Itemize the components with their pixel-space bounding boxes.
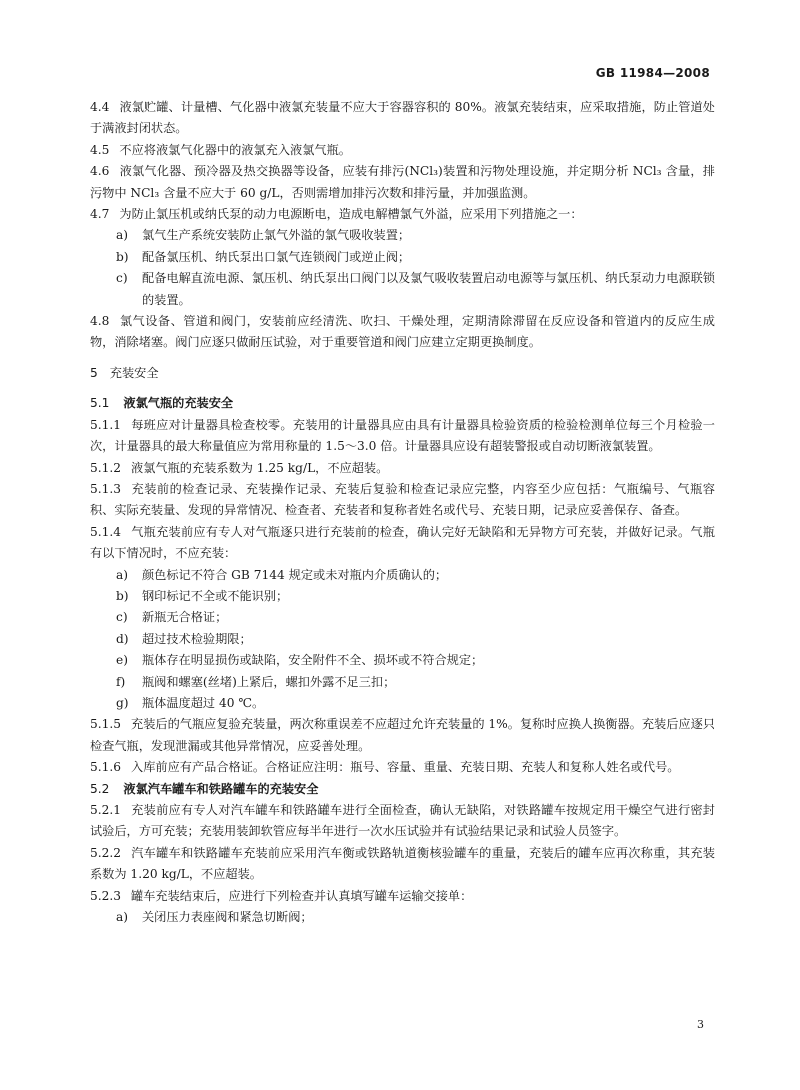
clause-number: 5.1.1	[90, 417, 122, 432]
clause-text: 钢印标记不全或不能识别；	[142, 588, 289, 603]
clause-text: 氯气生产系统安装防止氯气外溢的氯气吸收装置；	[142, 228, 411, 243]
clause-number: 5.2.3	[90, 888, 122, 903]
clause-number: 5.1.4	[90, 524, 122, 539]
subsection-heading	[90, 393, 715, 414]
clause-number: 5.1.3	[90, 481, 122, 496]
clause-text: 充装安全	[109, 365, 159, 380]
clause-paragraph	[90, 140, 715, 161]
standard-id-header: GB 11984—2008	[595, 66, 710, 80]
clause-number: 5	[90, 365, 98, 380]
clause-paragraph	[90, 161, 715, 204]
subsection-heading	[90, 779, 715, 800]
clause-text: 汽车罐车和铁路罐车充装前应采用汽车衡或铁路轨道衡核验罐车的重量，充装后的罐车应再次称重，其充装系数为 1.20 kg/L，不应超装。	[90, 845, 715, 882]
clause-paragraph	[90, 415, 715, 458]
list-item	[90, 586, 715, 607]
clause-number: c)	[116, 610, 128, 625]
clause-paragraph	[90, 522, 715, 565]
list-item	[90, 650, 715, 671]
clause-number: 4.6	[90, 164, 110, 179]
clause-text: 液氯贮罐、计量槽、气化器中液氯充装量不应大于容器容积的 80%。液氯充装结束，应采取措施，防止管道处于满液封闭状态。	[90, 100, 715, 136]
clause-number: 5.2.1	[90, 803, 122, 817]
clause-number: 4.8	[90, 314, 110, 329]
clause-text: 为防止氯压机或纳氏泵的动力电源断电，造成电解槽氯气外溢，应采用下列措施之一：	[119, 207, 583, 222]
clause-number: g)	[116, 695, 129, 710]
clause-text: 瓶阀和螺塞(丝堵)上紧后，螺扣外露不足三扣；	[142, 674, 396, 689]
clause-text: 液氯气瓶的充装系数为 1.25 kg/L，不应超装。	[131, 460, 389, 475]
clause-number: 5.2	[90, 781, 110, 796]
clause-text: 关闭压力表座阀和紧急切断阀；	[142, 910, 313, 925]
clause-text: 新瓶无合格证；	[142, 610, 228, 625]
clause-number: 5.2.2	[90, 845, 122, 860]
clause-number: 4.5	[90, 142, 110, 157]
list-item	[90, 565, 715, 586]
clause-number: b)	[116, 249, 129, 264]
clause-paragraph	[90, 311, 715, 354]
clause-number: 5.1.6	[90, 760, 122, 775]
clause-text: 入库前应有产品合格证。合格证应注明：瓶号、容量、重量、充装日期、充装人和复称人姓名或代号。	[131, 760, 680, 775]
list-item	[90, 672, 715, 693]
list-item	[90, 693, 715, 714]
list-item	[90, 629, 715, 650]
clause-number: d)	[116, 631, 129, 646]
clause-number: 4.4	[90, 100, 110, 114]
clause-text: 气瓶充装前应有专人对气瓶逐只进行充装前的检查，确认完好无缺陷和无异物方可充装，并做好记录。气瓶有以下情况时，不应充装：	[90, 524, 715, 561]
clause-text: 液氯气瓶的充装安全	[123, 396, 234, 411]
clause-text: 颜色标记不符合 GB 7144 规定或未对瓶内介质确认的；	[142, 567, 448, 582]
clause-text: 液氯汽车罐车和铁路罐车的充装安全	[123, 781, 319, 796]
clause-number: 5.1	[90, 396, 110, 411]
clause-number: a)	[116, 228, 129, 243]
clause-number: f)	[116, 674, 126, 689]
clause-number: 5.1.2	[90, 460, 122, 475]
clause-text: 瓶体温度超过 40 ℃。	[142, 695, 265, 710]
clause-text: 不应将液氯气化器中的液氯充入液氯气瓶。	[119, 142, 351, 157]
clause-paragraph	[90, 757, 715, 778]
clause-paragraph	[90, 800, 715, 843]
clause-number: 5.1.5	[90, 717, 122, 732]
clause-text: 瓶体存在明显损伤或缺陷，安全附件不全、损坏或不符合规定；	[142, 653, 484, 668]
clause-text: 配备电解直流电源、氯压机、纳氏泵出口阀门以及氯气吸收装置启动电源等与氯压机、纳氏泵动力电源联锁的装置。	[142, 271, 715, 307]
clause-paragraph	[90, 458, 715, 479]
clause-number: b)	[116, 588, 129, 603]
clause-text: 每班应对计量器具检查校零。充装用的计量器具应由具有计量器具检验资质的检验检测单位每三个月检验一次，计量器具的最大称量值应为常用称量的 1.5～3.0 倍。计量器具应设有超装警报或自动切断液氯装置。	[90, 417, 715, 454]
clause-paragraph	[90, 97, 715, 140]
clause-paragraph	[90, 886, 715, 907]
clause-text: 超过技术检验期限；	[142, 631, 252, 646]
clause-text: 配备氯压机、纳氏泵出口氯气连锁阀门或逆止阀；	[142, 249, 411, 264]
list-item	[90, 907, 715, 928]
list-item	[90, 268, 715, 311]
document-body	[90, 97, 715, 928]
clause-text: 罐车充装结束后，应进行下列检查并认真填写罐车运输交接单：	[131, 888, 473, 903]
list-item	[90, 247, 715, 268]
clause-number: e)	[116, 653, 128, 668]
clause-number: a)	[116, 567, 129, 582]
list-item	[90, 607, 715, 628]
clause-number: c)	[116, 271, 128, 286]
clause-text: 充装前应有专人对汽车罐车和铁路罐车进行全面检查，确认无缺陷，对铁路罐车按规定用干燥空气进行密封试验后，方可充装；充装用装卸软管应每半年进行一次水压试验并有试验结果记录和试验人员签字。	[90, 803, 715, 839]
clause-text: 充装后的气瓶应复验充装量，两次称重误差不应超过允许充装量的 1%。复称时应换人换衡器。充装后应逐只检查气瓶，发现泄漏或其他异常情况，应妥善处理。	[90, 717, 715, 753]
clause-paragraph	[90, 479, 715, 522]
clause-text: 充装前的检查记录、充装操作记录、充装后复验和检查记录应完整，内容至少应包括：气瓶编号、气瓶容积、实际充装量、发现的异常情况、检查者、充装者和复称者姓名或代号、充装日期，记录应妥善保存、备查。	[90, 481, 715, 518]
clause-text: 液氯气化器、预冷器及热交换器等设备，应装有排污(NCl₃)装置和污物处理设施，并定期分析 NCl₃ 含量，排污物中 NCl₃ 含量不应大于 60 g/L，否则需增加排污次数和排污量，并加强监测。	[90, 164, 715, 200]
clause-paragraph	[90, 714, 715, 757]
section-heading	[90, 363, 715, 384]
page-number: 3	[697, 1018, 704, 1031]
clause-paragraph	[90, 843, 715, 886]
clause-number: a)	[116, 910, 129, 925]
list-item	[90, 225, 715, 246]
clause-text: 氯气设备、管道和阀门，安装前应经清洗、吹扫、干燥处理，定期清除滞留在反应设备和管道内的反应生成物，消除堵塞。阀门应逐只做耐压试验，对于重要管道和阀门应建立定期更换制度。	[90, 314, 715, 350]
clause-number: 4.7	[90, 207, 110, 222]
clause-paragraph	[90, 204, 715, 225]
